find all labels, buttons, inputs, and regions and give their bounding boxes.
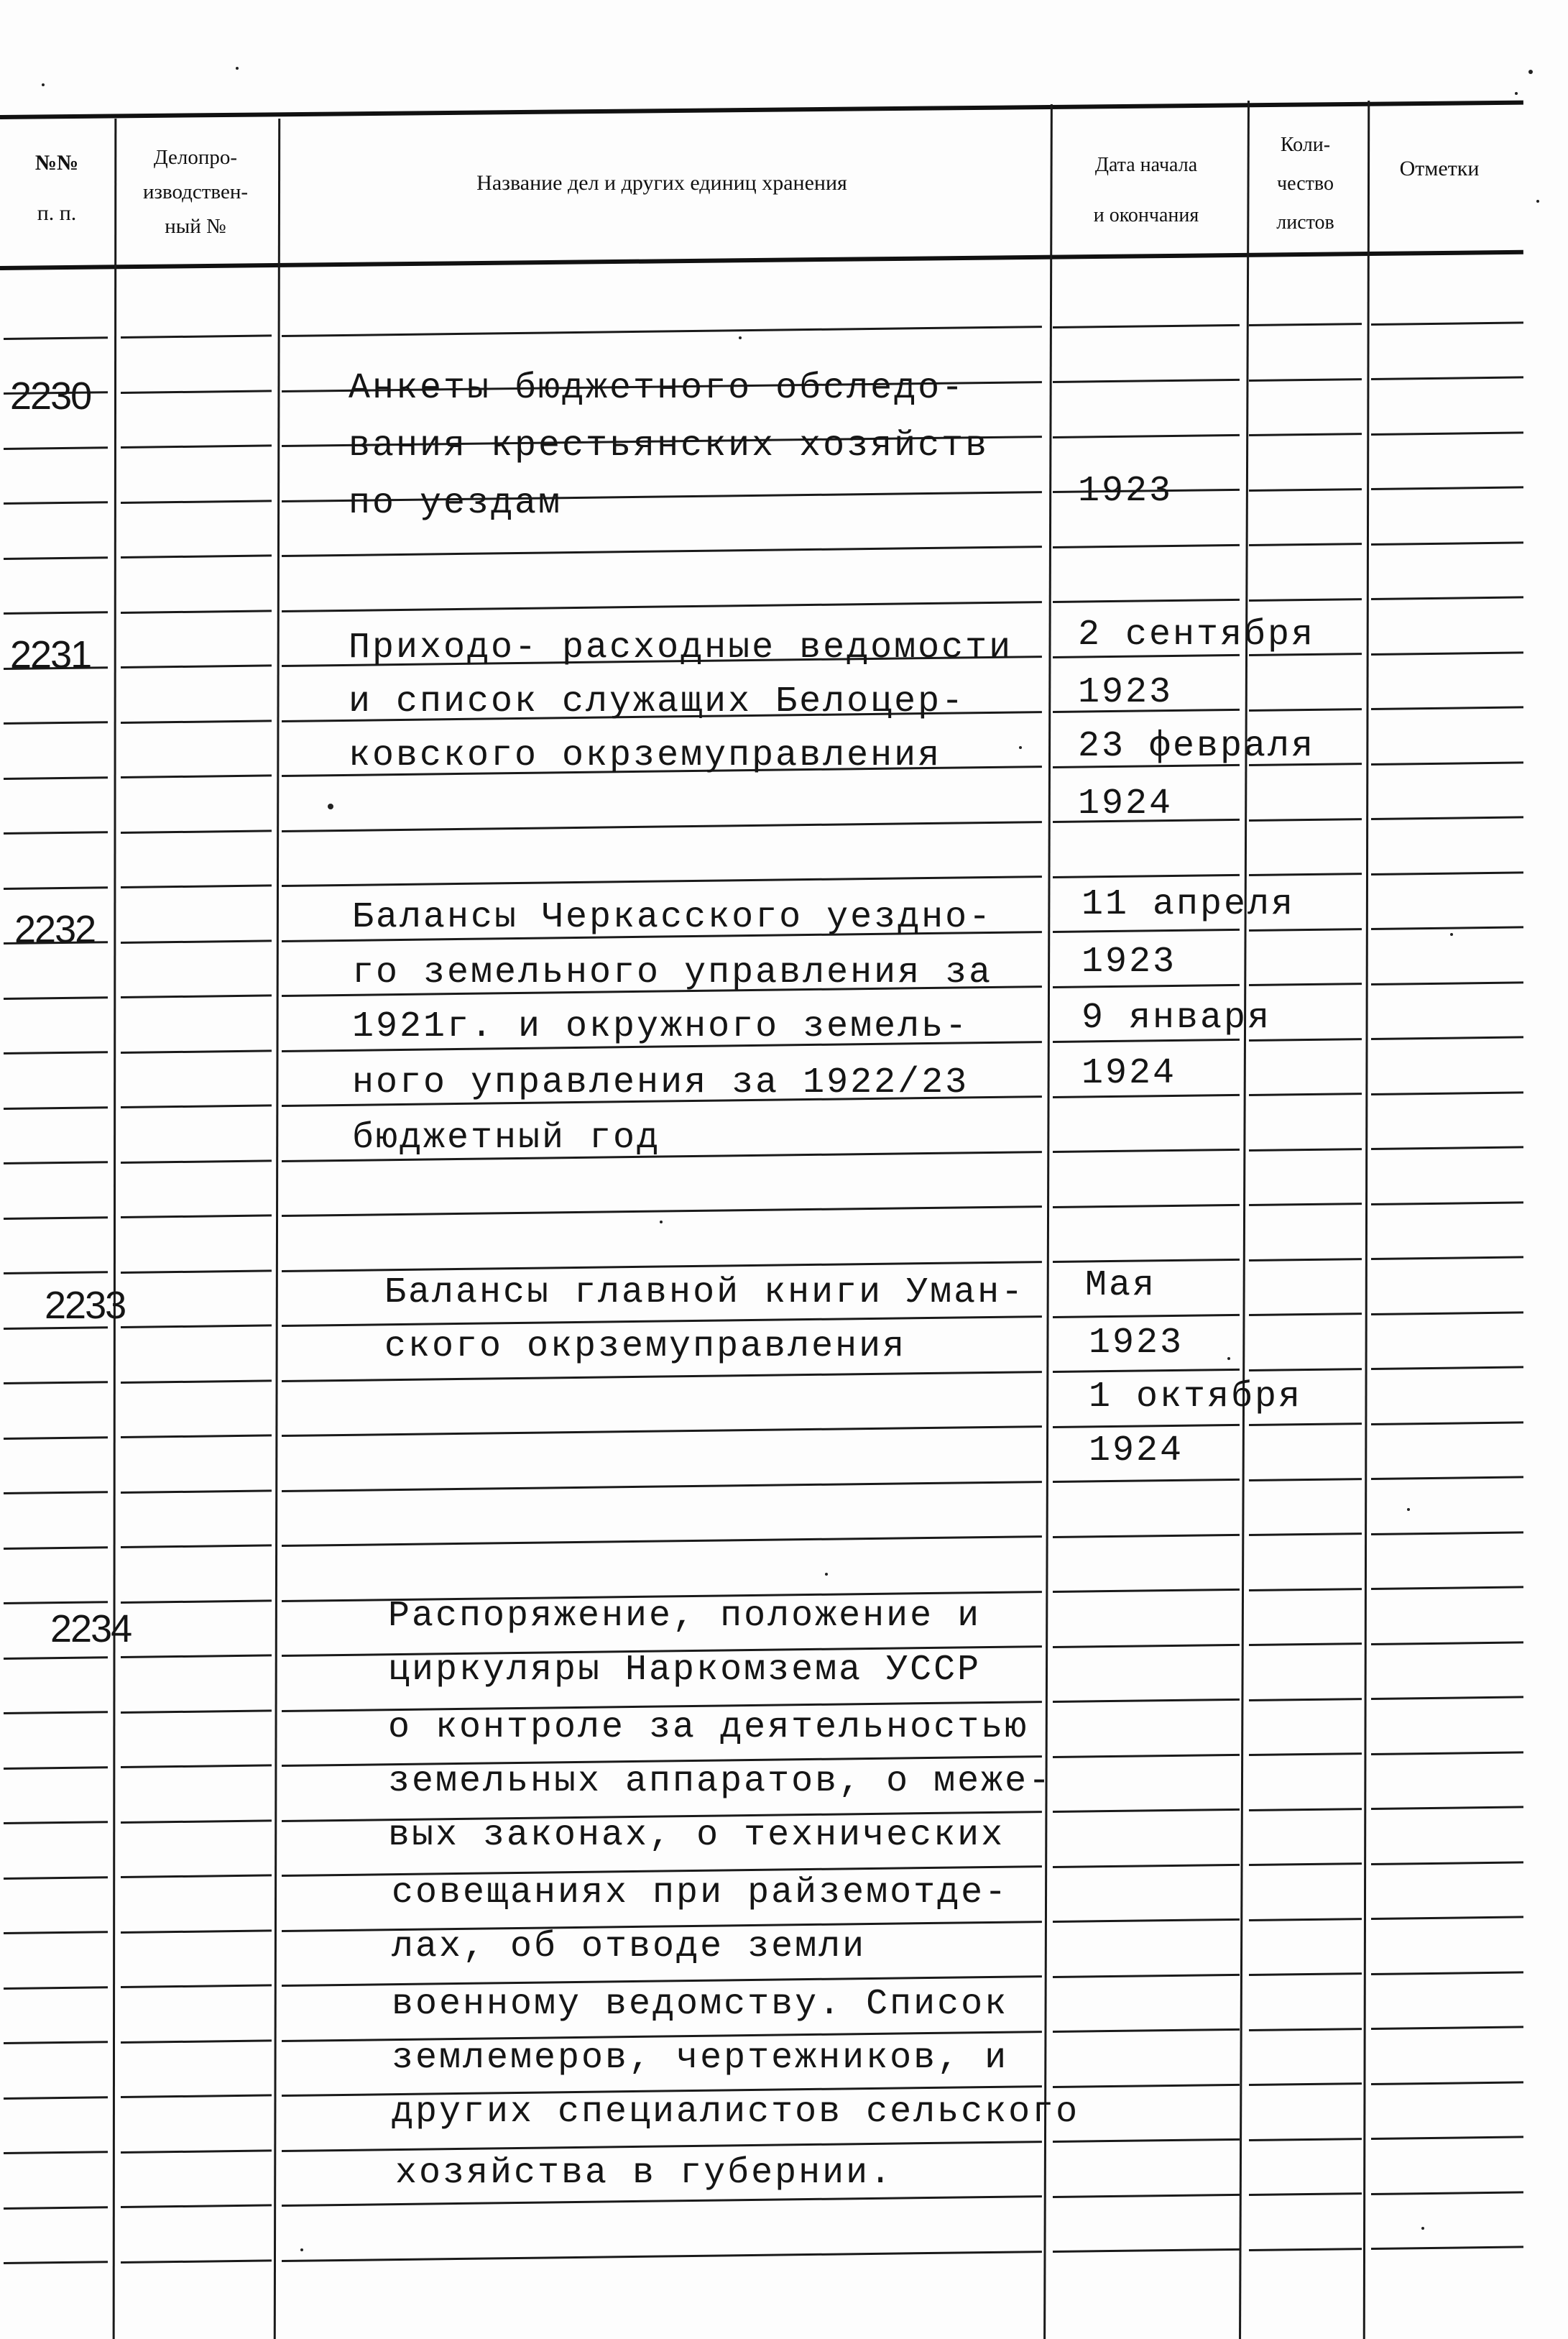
col-divider-1 (113, 119, 117, 2339)
ruled-line (1053, 544, 1240, 548)
row-title-line: Распоряжение, положение и (388, 1596, 982, 1637)
ruled-line (1053, 1644, 1240, 1648)
ruled-line (1371, 1971, 1523, 1975)
ruled-line (1249, 598, 1362, 602)
header-notes-text: Отметки (1399, 157, 1480, 180)
header-sheets (1245, 126, 1365, 242)
header-dates-line-2: и окончания (1093, 204, 1199, 226)
ruled-line (1371, 2191, 1523, 2195)
ruled-line (1249, 1588, 1362, 1591)
ruled-line (1053, 1259, 1240, 1263)
ruled-line (121, 445, 272, 449)
ruled-line (282, 1425, 1042, 1437)
ruled-line (1371, 1037, 1523, 1041)
ruled-line (1371, 1696, 1523, 1701)
ruled-line (1371, 1146, 1523, 1151)
ruled-line (121, 500, 272, 504)
row-title-line: земельных аппаратов, о меже- (388, 1761, 1053, 1802)
header-notes (1368, 158, 1511, 180)
col-divider-3 (1043, 104, 1053, 2339)
col-divider-4 (1239, 101, 1250, 2339)
ruled-line (121, 1489, 272, 1494)
ruled-line (1249, 2248, 1362, 2251)
ruled-line (282, 326, 1042, 337)
ruled-line (4, 996, 108, 1000)
ruled-line (1371, 2136, 1523, 2141)
ruled-line (121, 939, 272, 944)
ruled-line (121, 1049, 272, 1054)
row-title-line: лах, об отводе земли (392, 1926, 867, 1967)
header-sheets-line-3: листов (1276, 211, 1334, 234)
ruled-line (4, 1106, 108, 1110)
row-number: 2230 (10, 374, 91, 418)
row-title-line: вых законах, о технических (388, 1815, 1005, 1856)
ruled-line (1249, 543, 1362, 546)
ruled-line (1053, 1039, 1240, 1043)
ruled-line (4, 612, 108, 615)
ruled-line (282, 2141, 1042, 2152)
header-num (0, 152, 114, 224)
ruled-line (1371, 1256, 1523, 1261)
row-date-line: 1923 (1082, 942, 1177, 983)
ruled-line (4, 336, 108, 340)
ruled-line (121, 2039, 272, 2044)
header-title-text: Название дел и других единиц хранения (476, 171, 847, 195)
col-divider-5 (1363, 101, 1370, 2339)
ruled-line (121, 610, 272, 614)
ruled-line (1249, 708, 1362, 712)
ruled-line (1371, 1751, 1523, 1755)
header-office-num-line-3: ный № (165, 215, 226, 238)
ruled-line (121, 1875, 272, 1879)
row-date-line: 1923 (1078, 471, 1173, 512)
table-top-rule (0, 101, 1523, 119)
ruled-line (1371, 1091, 1523, 1095)
ruled-line (1371, 377, 1523, 381)
ruled-line (1053, 1479, 1240, 1483)
ruled-line (1053, 874, 1240, 878)
ruled-line (4, 1766, 108, 1770)
ruled-line (121, 2259, 272, 2264)
header-office-num (115, 140, 276, 244)
ruled-line (1371, 597, 1523, 601)
ruled-line (1053, 1424, 1240, 1428)
ruled-line (4, 1711, 108, 1715)
row-date-line: 1924 (1078, 784, 1173, 824)
ruled-line (1249, 2192, 1362, 2196)
ruled-line (1053, 2028, 1240, 2033)
ruled-line (1249, 1972, 1362, 1976)
ruled-line (1371, 1861, 1523, 1865)
ruled-line (121, 720, 272, 724)
ruled-line (1371, 927, 1523, 931)
ruled-line (121, 2149, 272, 2154)
row-date-line: 1924 (1082, 1053, 1177, 1094)
ruled-line (121, 1215, 272, 1219)
row-number: 2234 (50, 1607, 132, 1650)
row-date-line: 1923 (1078, 672, 1173, 713)
row-title-line: 1921г. и окружного земель- (352, 1006, 969, 1047)
ruled-line (121, 1325, 272, 1329)
ruled-line (1371, 871, 1523, 876)
row-title-line: других специалистов сельского (392, 2092, 1080, 2133)
ruled-line (1249, 1093, 1362, 1096)
ruled-line (4, 2206, 108, 2210)
row-title-line: землемеров, чертежников, и (392, 2038, 1009, 2079)
ruled-line (1053, 1534, 1240, 1538)
ruled-line (4, 2261, 108, 2265)
ruled-line (121, 1159, 272, 1164)
ruled-line (1249, 1203, 1362, 1206)
ruled-line (4, 2041, 108, 2045)
row-date-line: 23 февраля (1078, 726, 1316, 767)
header-num-line-2: п. п. (37, 201, 77, 225)
ruled-line (1249, 2138, 1362, 2141)
row-title-line: Балансы Черкасского уездно- (352, 897, 993, 938)
row-date-line: 1923 (1089, 1323, 1184, 1364)
ruled-line (121, 1655, 272, 1659)
ruled-line (121, 775, 272, 779)
ruled-line (1371, 981, 1523, 985)
row-date-line: 1924 (1089, 1430, 1184, 1471)
ruled-line (1053, 929, 1240, 933)
ruled-line (1053, 2138, 1240, 2143)
ruled-line (4, 1656, 108, 1660)
ruled-line (121, 1379, 272, 1384)
ruled-line (282, 1315, 1042, 1327)
ruled-line (121, 1819, 272, 1824)
ruled-line (121, 830, 272, 834)
ruled-line (1371, 2026, 1523, 2031)
ruled-line (1053, 2194, 1240, 2198)
ruled-line (1249, 928, 1362, 932)
ruled-line (121, 1599, 272, 1604)
ruled-line (1249, 323, 1362, 326)
row-title-line: вания крестьянских хозяйств (349, 426, 990, 467)
ruled-line (1371, 1476, 1523, 1481)
ruled-line (1371, 707, 1523, 711)
ruled-line (4, 1382, 108, 1385)
ruled-line (4, 1876, 108, 1880)
ruled-line (4, 1436, 108, 1440)
ruled-line (1371, 1311, 1523, 1315)
ruled-line (1249, 1808, 1362, 1811)
ruled-line (1249, 1313, 1362, 1316)
row-title-line: ного управления за 1922/23 (352, 1062, 969, 1103)
ruled-line (1249, 1478, 1362, 1481)
row-number: 2233 (45, 1284, 126, 1327)
ruled-line (4, 2151, 108, 2155)
ruled-line (121, 885, 272, 889)
ruled-line (121, 1269, 272, 1274)
ruled-line (121, 1929, 272, 1934)
ruled-line (1249, 1532, 1362, 1536)
ruled-line (121, 2095, 272, 2099)
ruled-line (121, 335, 272, 339)
ruled-line (1053, 599, 1240, 603)
ruled-line (1249, 818, 1362, 822)
header-bottom-rule (0, 250, 1523, 270)
row-title-line: Балансы главной книги Уман- (384, 1272, 1025, 1313)
ruled-line (4, 446, 108, 450)
ruled-line (1053, 1589, 1240, 1593)
ruled-line (1249, 1258, 1362, 1262)
ruled-line (121, 555, 272, 559)
row-title-line: хозяйства в губернии. (395, 2153, 894, 2194)
col-divider-2 (274, 119, 280, 2339)
ruled-line (4, 1162, 108, 1165)
ruled-line (121, 2205, 272, 2209)
ruled-line (4, 1986, 108, 1990)
ruled-line (282, 601, 1042, 612)
ruled-line (4, 1492, 108, 1495)
ruled-line (1371, 321, 1523, 326)
ruled-line (1053, 1699, 1240, 1703)
ruled-line (121, 665, 272, 669)
row-number: 2232 (14, 908, 96, 951)
ruled-line (282, 821, 1042, 832)
ruled-line (1249, 488, 1362, 492)
row-title-line: Анкеты бюджетного обследо- (349, 368, 966, 409)
ruled-line (1053, 2248, 1240, 2253)
ruled-line (1249, 1368, 1362, 1371)
row-title-line: о контроле за деятельностью (388, 1707, 1029, 1748)
ruled-line (1371, 1421, 1523, 1425)
ruled-line (4, 776, 108, 780)
ruled-line (1371, 1366, 1523, 1371)
ruled-line (1249, 433, 1362, 436)
ruled-line (4, 1602, 108, 1605)
ruled-line (282, 1205, 1042, 1217)
ruled-line (4, 722, 108, 725)
ruled-line (1249, 1918, 1362, 1921)
header-title (277, 173, 1046, 194)
ruled-line (1249, 1752, 1362, 1756)
row-title-line: ского окрземуправления (384, 1326, 907, 1367)
header-office-num-line-1: Делопро- (153, 146, 238, 169)
ruled-line (1371, 431, 1523, 436)
ruled-line (4, 886, 108, 890)
row-title-line: и список служащих Белоцер- (349, 681, 966, 722)
ruled-line (1249, 1423, 1362, 1426)
ruled-line (121, 1545, 272, 1549)
row-title-line: бюджетный год (352, 1118, 661, 1159)
row-title-line: го земельного управления за (352, 952, 993, 993)
ruled-line (4, 502, 108, 505)
ruled-line (1371, 1586, 1523, 1591)
ruled-line (1053, 1094, 1240, 1098)
ruled-line (1371, 1531, 1523, 1535)
row-title-line: совещаниях при райземотде- (392, 1872, 1009, 1913)
header-num-line-1: №№ (34, 151, 79, 175)
ruled-line (1053, 434, 1240, 438)
ruled-line (282, 1481, 1042, 1492)
ruled-line (4, 1546, 108, 1550)
ruled-line (121, 995, 272, 999)
ruled-line (1053, 324, 1240, 328)
ruled-line (1371, 2081, 1523, 2085)
ruled-line (121, 1435, 272, 1439)
ruled-line (1371, 761, 1523, 766)
header-dates (1049, 140, 1243, 241)
ruled-line (1249, 378, 1362, 382)
ruled-line (1371, 541, 1523, 546)
ruled-line (4, 2096, 108, 2100)
ruled-line (4, 556, 108, 560)
header-office-num-line-2: изводствен- (142, 180, 248, 203)
row-title-line: циркуляры Наркомзема УССР (388, 1650, 982, 1691)
ruled-line (282, 1535, 1042, 1547)
row-date-line: 9 января (1082, 998, 1272, 1039)
ruled-line (1371, 487, 1523, 491)
ruled-line (1249, 873, 1362, 876)
ruled-line (1053, 1918, 1240, 1923)
ruled-line (121, 1985, 272, 1989)
header-sheets-line-2: чество (1277, 173, 1334, 195)
ruled-line (1053, 984, 1240, 988)
row-date-line: 1 октября (1089, 1377, 1303, 1417)
header-dates-line-1: Дата начала (1094, 154, 1198, 176)
ruled-line (282, 2251, 1042, 2262)
ruled-line (282, 546, 1042, 557)
ruled-line (4, 1216, 108, 1220)
ruled-line (1053, 379, 1240, 383)
ruled-line (4, 1272, 108, 1275)
ruled-line (282, 2195, 1042, 2207)
ruled-line (1371, 1916, 1523, 1921)
row-date-line: Мая (1085, 1265, 1157, 1306)
ruled-line (4, 832, 108, 835)
ruled-line (121, 1105, 272, 1109)
ruled-line (1371, 651, 1523, 656)
ruled-line (1053, 1809, 1240, 1813)
ruled-line (1371, 2246, 1523, 2251)
row-title-line: по уездам (349, 483, 563, 524)
ruled-line (1053, 1974, 1240, 1978)
ruled-line (1053, 1864, 1240, 1868)
ruled-line (1053, 1149, 1240, 1153)
row-title-line: военному ведомству. Список (392, 1984, 1009, 2025)
row-title-line: Приходо- расходные ведомости (349, 628, 1013, 668)
ruled-line (282, 876, 1042, 887)
ruled-line (121, 390, 272, 394)
row-number: 2231 (10, 633, 91, 676)
ruled-line (1249, 2028, 1362, 2031)
ruled-line (1053, 1754, 1240, 1758)
ruled-line (121, 1765, 272, 1769)
ruled-line (1053, 1314, 1240, 1318)
row-date-line: 11 апреля (1082, 884, 1296, 925)
header-sheets-line-1: Коли- (1280, 134, 1331, 156)
ruled-line (1371, 1641, 1523, 1645)
ruled-line (4, 1052, 108, 1055)
ruled-line (1249, 1148, 1362, 1152)
ruled-line (4, 1931, 108, 1935)
ruled-line (1249, 1698, 1362, 1701)
ruled-line (1053, 1369, 1240, 1373)
row-title-line: ковского окрземуправления (349, 735, 942, 776)
ruled-line (1249, 1862, 1362, 1866)
ruled-line (4, 1821, 108, 1825)
ruled-line (1249, 2082, 1362, 2086)
ruled-line (1249, 1642, 1362, 1646)
ruled-line (1371, 817, 1523, 821)
ruled-line (121, 1709, 272, 1714)
ruled-line (1053, 1204, 1240, 1208)
ruled-line (1249, 983, 1362, 986)
ruled-line (282, 1371, 1042, 1382)
ruled-line (1053, 2084, 1240, 2088)
ruled-line (1371, 1201, 1523, 1205)
row-date-line: 2 сентября (1078, 615, 1316, 656)
ruled-line (1371, 1806, 1523, 1811)
ruled-line (282, 1261, 1042, 1272)
